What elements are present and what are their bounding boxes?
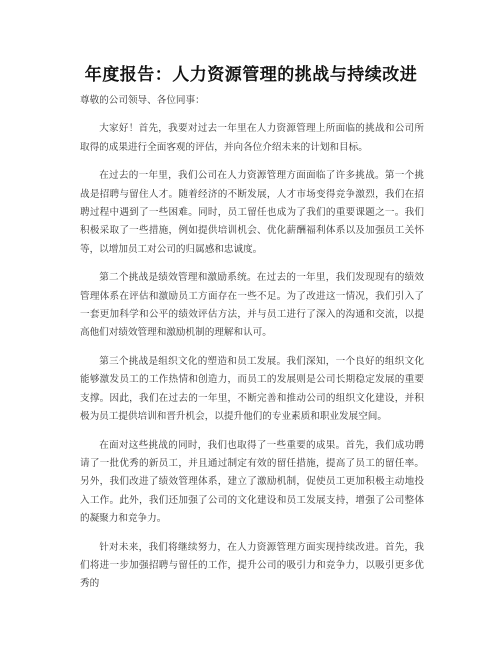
paragraph-achievements: 在面对这些挑战的同时，我们也取得了一些重要的成果。首先，我们成功聘请了一批优秀的新员工，并且通过制定有效的留任措施，提高了员工的留任率。另外，我们改进了绩效管理体系，建立了激励机制，促使员工更加积极主动地投入工作。此外，我们还加强了公司的文化建设和员工发展支持，增强了公司整体的凝聚力和竞争力。 bbox=[80, 439, 424, 525]
paragraph-challenge-recruitment: 在过去的一年里，我们公司在人力资源管理方面面临了许多挑战。第一个挑战是招聘与留住人才。随着经济的不断发展，人才市场变得竞争激烈，我们在招聘过程中遇到了一些困难。同时，员工留任也成为了我们的重要课题之一。我们积极采取了一些措施，例如提供培训机会、优化薪酬福利体系以及加强员工关怀等，以增加员工对公司的归属感和忠诚度。 bbox=[80, 170, 424, 255]
document-body bbox=[80, 92, 424, 604]
paragraph-greeting: 大家好！首先，我要对过去一年里在人力资源管理上所面临的挑战和公司所取得的成果进行全面客观的评估，并向各位介绍未来的计划和目标。 bbox=[80, 123, 424, 153]
salutation: 尊敬的公司领导、各位同事： bbox=[80, 95, 205, 106]
document-title: 年度报告：人力资源管理的挑战与持续改进 bbox=[84, 65, 418, 85]
paragraph-challenge-performance: 第二个挑战是绩效管理和激励系统。在过去的一年里，我们发现现有的绩效管理体系在评估和激励员工方面存在一些不足。为了改进这一情况，我们引入了一套更加科学和公平的绩效评估方法，并与员工进行了深入的沟通和交流，以提高他们对绩效管理和激励机制的理解和认可。 bbox=[80, 272, 424, 339]
paragraph-future: 针对未来，我们将继续努力，在人力资源管理方面实现持续改进。首先，我们将进一步加强招聘与留任的工作，提升公司的吸引力和竞争力，以吸引更多优秀的 bbox=[80, 541, 424, 590]
paragraph-challenge-culture: 第三个挑战是组织文化的塑造和员工发展。我们深知，一个良好的组织文化能够激发员工的工作热情和创造力，而员工的发展则是公司长期稳定发展的重要支撑。因此，我们在过去的一年里，不断完善和推动公司的组织文化建设，并积极为员工提供培训和晋升机会，以提升他们的专业素质和职业发展空间。 bbox=[80, 355, 424, 423]
